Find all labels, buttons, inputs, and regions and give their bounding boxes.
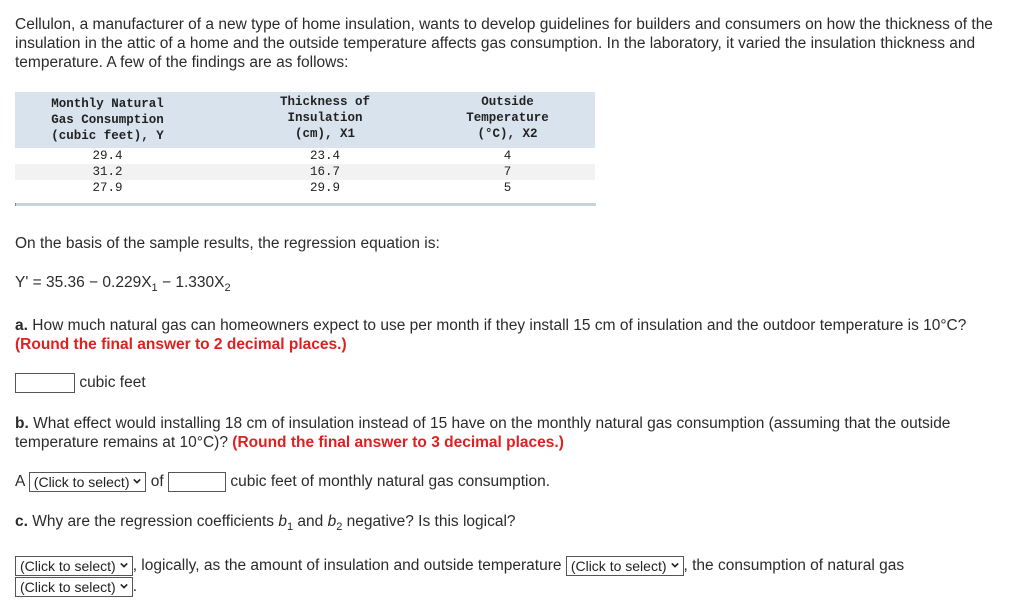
part-c-answer-row-2 (15, 577, 137, 597)
part-c-and: and (293, 513, 328, 530)
header-cell: Monthly Natural (51, 97, 164, 111)
part-b-of: of (150, 473, 164, 491)
data-table (15, 92, 595, 196)
header-cell: Temperature (466, 111, 549, 125)
part-b-effect-select[interactable] (29, 472, 147, 492)
part-a-unit: cubic feet (79, 374, 146, 392)
equation-mid: − 1.330X (157, 274, 225, 291)
select-value: (Click to select) (570, 558, 667, 574)
equation-sub: 2 (224, 282, 231, 295)
header-cell: Insulation (287, 111, 363, 125)
regression-intro: On the basis of the sample results, the regression equation is: (15, 235, 440, 252)
part-c-label: c. (15, 513, 28, 530)
part-b-answer-row (15, 472, 550, 492)
part-b-label: b. (15, 415, 29, 432)
table-divider (15, 203, 596, 206)
table-cell: 5 (503, 181, 512, 195)
regression-equation (15, 273, 231, 298)
part-b-text: What effect would installing 18 cm of insulation instead of 15 have on the monthly natural gas consumption (assuming that the outside temperature remains at 10°C)? (15, 415, 951, 451)
select-value: (Click to select) (20, 579, 116, 595)
table-cell: 27.9 (92, 181, 123, 195)
chevron-down-icon (671, 561, 679, 569)
table-cell: 29.9 (309, 181, 340, 195)
part-a-answer-input[interactable] (15, 373, 75, 393)
equation-lhs: Y' = 35.36 − 0.229X (15, 274, 152, 291)
table-cell: 23.4 (309, 149, 340, 163)
header-cell: Outside (481, 95, 534, 109)
part-c-text-3: . (132, 578, 137, 596)
table-cell: 29.4 (92, 149, 123, 163)
table-cell: 4 (503, 149, 512, 163)
equation-sub: 1 (151, 282, 158, 295)
header-cell: Thickness of (279, 95, 370, 109)
header-cell: Gas Consumption (51, 113, 164, 127)
part-b-instruction: (Round the final answer to 3 decimal places.) (232, 434, 564, 451)
part-a-instruction: (Round the final answer to 2 decimal places.) (15, 336, 347, 353)
part-b-prefix: A (15, 473, 25, 491)
part-b-question (15, 414, 1010, 452)
part-c-select-1[interactable] (15, 556, 133, 576)
part-c-text-2: , the consumption of natural gas (683, 557, 905, 575)
header-cell: (cm), X1 (294, 127, 355, 141)
chevron-down-icon (120, 582, 128, 590)
table-cell: 7 (503, 165, 512, 179)
part-c-question (15, 512, 516, 537)
part-c-answer-row-1 (15, 556, 904, 576)
part-c-text-post: negative? Is this logical? (342, 513, 516, 530)
table-cell: 31.2 (92, 165, 123, 179)
part-c-select-3[interactable] (15, 577, 133, 597)
part-b-suffix: cubic feet of monthly natural gas consumption. (230, 473, 551, 491)
header-cell: (°C), X2 (477, 127, 538, 141)
coef-b1: b (278, 513, 287, 530)
part-c-text-pre: Why are the regression coefficients (32, 513, 279, 530)
chevron-down-icon (120, 561, 128, 569)
coef-sub: 2 (336, 521, 343, 534)
part-a-label: a. (15, 317, 28, 334)
part-a-answer-row (15, 373, 146, 393)
header-cell: (cubic feet), Y (51, 129, 164, 143)
part-b-answer-input[interactable] (168, 472, 226, 492)
table-cell: 16.7 (309, 165, 340, 179)
part-a-question (15, 316, 1010, 354)
coef-sub: 1 (286, 521, 294, 534)
chevron-down-icon (133, 477, 141, 485)
coef-b2: b (327, 513, 337, 530)
select-value: (Click to select) (33, 474, 130, 490)
select-value: (Click to select) (20, 558, 116, 574)
part-c-select-2[interactable] (566, 556, 684, 576)
problem-intro: Cellulon, a manufacturer of a new type of home insulation, wants to develop guidelines for builders and consumers on how the thickness of the insulation in the attic of a home and the outside temperature affects gas consumption. In the laboratory, it varied the insulation thickness and temperature. A few of the findings are as follows: (15, 16, 993, 71)
part-a-text: How much natural gas can homeowners expect to use per month if they install 15 cm of insulation and the outdoor temperature is 10°C? (32, 317, 967, 334)
part-c-text-1: , logically, as the amount of insulation and outside temperature (132, 557, 562, 575)
